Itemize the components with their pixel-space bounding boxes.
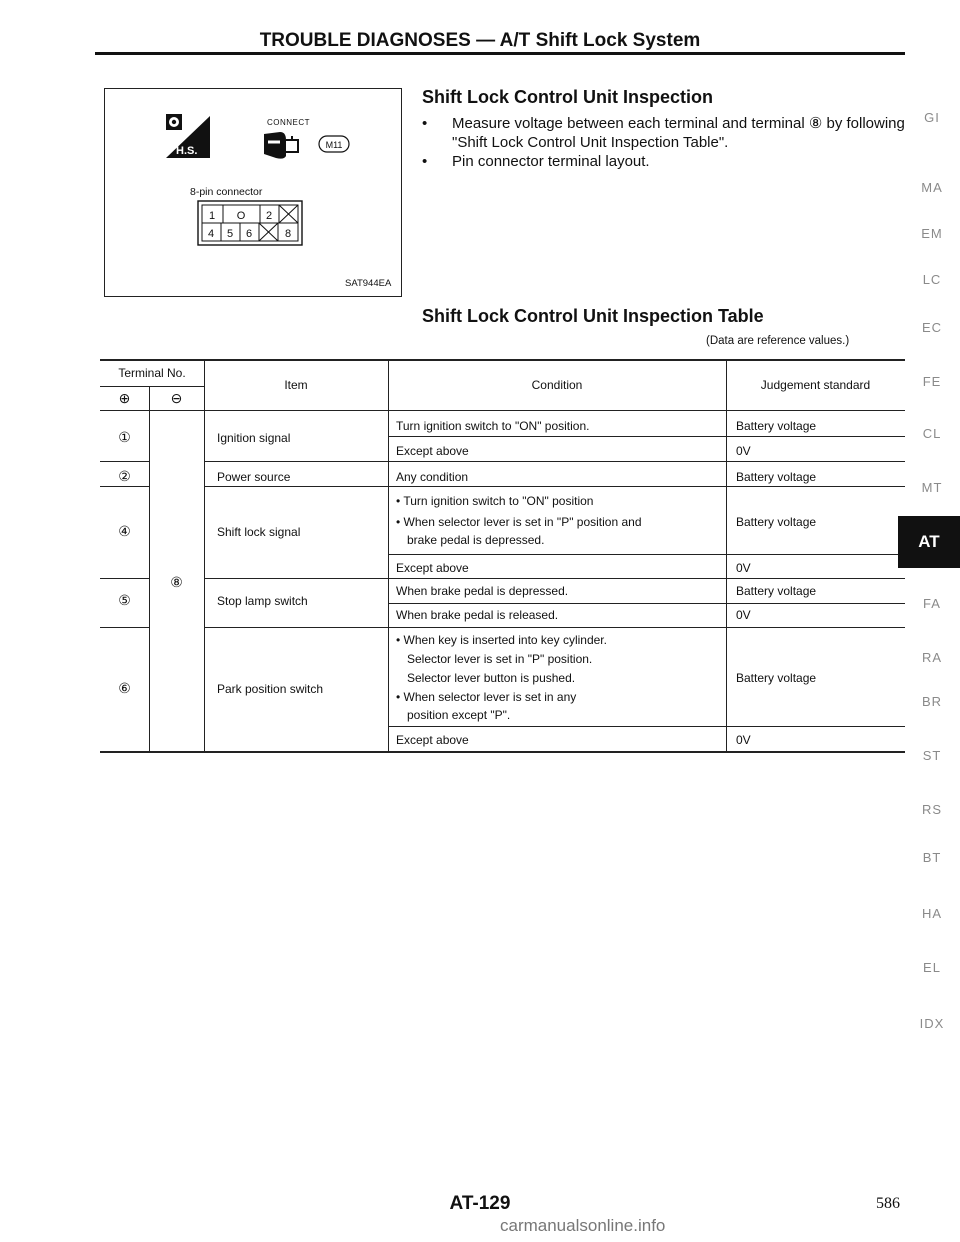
instruction-list — [422, 114, 922, 171]
instruction-item: • Pin connector terminal layout. — [422, 152, 922, 171]
index-tab-ma[interactable]: MA — [921, 180, 943, 195]
row-condition: When brake pedal is depressed. — [396, 584, 569, 598]
table-rule — [204, 578, 905, 579]
table-rule — [100, 386, 204, 387]
row-terminal: ① — [118, 429, 131, 445]
row-judgement: Battery voltage — [736, 584, 817, 598]
connector-plug-icon — [262, 130, 312, 160]
row-judgement: Battery voltage — [736, 470, 817, 484]
row-condition: Except above — [396, 733, 469, 747]
header-judgement: Judgement standard — [760, 378, 871, 392]
pin-label: O — [236, 210, 246, 222]
figure-code: SAT944EA — [345, 278, 392, 289]
index-tab-fa[interactable]: FA — [923, 596, 941, 611]
section-title: Shift Lock Control Unit Inspection — [422, 87, 713, 107]
index-tab-cl[interactable]: CL — [922, 426, 942, 441]
pin-label: 2 — [265, 210, 273, 222]
table-note: (Data are reference values.) — [706, 335, 850, 347]
table-rule — [726, 359, 727, 752]
row-item: Park position switch — [217, 682, 324, 696]
badge-label: M11 — [325, 140, 343, 150]
watermark: carmanualsonline.info — [500, 1216, 666, 1235]
row-terminal: ④ — [118, 523, 131, 539]
row-item: Stop lamp switch — [217, 594, 308, 608]
table-rule — [388, 554, 905, 555]
pin-connector-label: 8-pin connector — [190, 186, 263, 198]
pin-label: 1 — [208, 210, 216, 222]
table-rule — [100, 751, 905, 753]
section-index — [898, 0, 960, 1242]
index-tab-ec[interactable]: EC — [921, 320, 943, 335]
row-judgement: 0V — [736, 608, 751, 622]
header-condition: Condition — [531, 378, 583, 392]
row-condition: • When key is inserted into key cylinder. — [396, 633, 607, 647]
header-terminal: Terminal No. — [118, 366, 186, 380]
row-judgement: Battery voltage — [736, 515, 817, 529]
pin-label: 4 — [207, 228, 215, 240]
table-rule — [388, 436, 905, 437]
index-tab-idx[interactable]: IDX — [919, 1016, 945, 1031]
table-rule — [100, 578, 149, 579]
table-rule — [100, 359, 905, 361]
row-judgement: Battery voltage — [736, 671, 817, 685]
row-condition: Except above — [396, 561, 469, 575]
pin-label: 5 — [226, 228, 234, 240]
row-condition: • When selector lever is set in any — [396, 690, 577, 704]
index-tab-rs[interactable]: RS — [921, 802, 943, 817]
index-tab-ha[interactable]: HA — [921, 906, 943, 921]
table-rule — [100, 410, 905, 411]
header-minus: ⊖ — [170, 390, 183, 406]
table-rule — [388, 359, 389, 752]
row-judgement: 0V — [736, 444, 751, 458]
row-condition: • Turn ignition switch to "ON" position — [396, 494, 594, 508]
row-judgement: 0V — [736, 733, 751, 747]
inspection-table — [100, 359, 905, 753]
table-rule — [204, 627, 905, 628]
index-tab-br[interactable]: BR — [921, 694, 943, 709]
row-terminal: ② — [118, 468, 131, 484]
table-rule — [100, 486, 149, 487]
row-judgement: Battery voltage — [736, 419, 817, 433]
row-condition: Any condition — [396, 470, 469, 484]
row-item: Power source — [217, 470, 291, 484]
page-header: TROUBLE DIAGNOSES — A/T Shift Lock System — [259, 30, 701, 51]
row-judgement: 0V — [736, 561, 751, 575]
pin-label: 6 — [245, 228, 253, 240]
row-condition: Turn ignition switch to "ON" position. — [396, 419, 590, 433]
pin-layout-diagram — [197, 200, 303, 246]
pin-label: 8 — [284, 228, 292, 240]
table-rule — [100, 627, 149, 628]
hs-label: H.S. — [176, 145, 198, 157]
ground-terminal: ⑧ — [170, 574, 183, 590]
table-rule — [388, 603, 905, 604]
row-item: Shift lock signal — [217, 525, 301, 539]
index-tab-bt[interactable]: BT — [922, 850, 942, 865]
instruction-item: • Measure voltage between each terminal and terminal ⑧ by following "Shift Lock Control Unit Inspection Table". — [422, 114, 922, 152]
index-tab-gi[interactable]: GI — [924, 110, 940, 125]
index-tab-mt[interactable]: MT — [921, 480, 943, 495]
row-condition: brake pedal is depressed. — [407, 533, 545, 547]
table-rule — [204, 461, 905, 462]
table-rule — [388, 726, 905, 727]
row-terminal: ⑤ — [118, 592, 131, 608]
table-rule — [149, 386, 150, 752]
index-tab-em[interactable]: EM — [921, 226, 943, 241]
header-item: Item — [284, 378, 308, 392]
row-condition: When brake pedal is released. — [396, 608, 559, 622]
row-condition: Except above — [396, 444, 469, 458]
header-rule — [95, 52, 905, 55]
index-tab-fe[interactable]: FE — [922, 374, 942, 389]
index-tab-at-active[interactable]: AT — [898, 516, 960, 568]
row-item: Ignition signal — [217, 431, 291, 445]
row-condition: • When selector lever is set in "P" position and — [396, 515, 642, 529]
table-rule — [204, 486, 905, 487]
page-number: 586 — [876, 1195, 900, 1212]
page-label: AT-129 — [449, 1193, 511, 1214]
connector-badge — [318, 135, 350, 153]
row-condition: Selector lever button is pushed. — [407, 671, 576, 685]
table-rule — [204, 359, 205, 752]
table-rule — [100, 461, 149, 462]
connect-label: CONNECT — [267, 118, 311, 127]
index-tab-el[interactable]: EL — [923, 960, 941, 975]
row-terminal: ⑥ — [118, 680, 131, 696]
harness-side-icon — [166, 112, 228, 158]
header-plus: ⊕ — [118, 390, 131, 406]
row-condition: position except "P". — [407, 708, 511, 722]
row-condition: Selector lever is set in "P" position. — [407, 652, 593, 666]
index-tab-lc[interactable]: LC — [922, 272, 942, 287]
table-title: Shift Lock Control Unit Inspection Table — [422, 306, 764, 326]
index-tab-st[interactable]: ST — [922, 748, 942, 763]
index-tab-ra[interactable]: RA — [921, 650, 943, 665]
